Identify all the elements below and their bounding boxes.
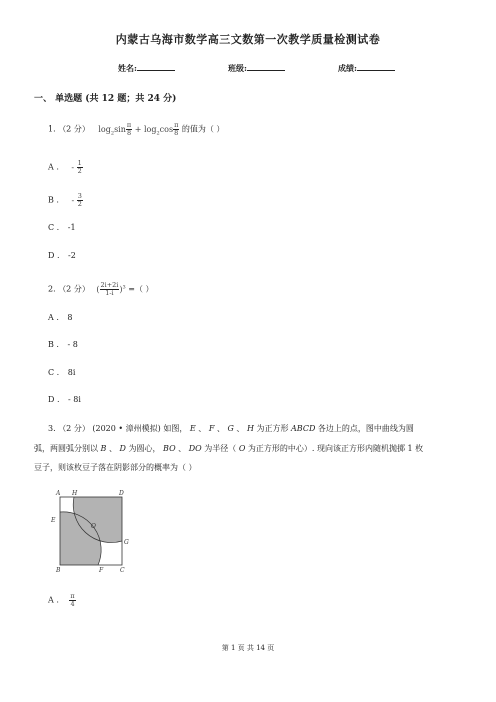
q3-option-a[interactable]: [48, 593, 76, 608]
q1-option-c[interactable]: [48, 223, 76, 232]
q3-radius-bo: BO: [163, 444, 176, 453]
q3-number: 3.: [48, 424, 56, 433]
page-footer: 第 1 页 共 14 页: [221, 644, 275, 652]
class-label: 班级:: [228, 63, 247, 73]
q3-line2-b: 为圆心，: [128, 444, 161, 453]
name-blank: [137, 62, 175, 71]
square-figure: [50, 488, 135, 573]
label-a: A: [56, 490, 61, 497]
q1-option-b[interactable]: [48, 193, 83, 208]
q1-score: （2 分）: [58, 124, 90, 134]
class-blank: [247, 62, 285, 71]
q3-point-f: F: [208, 424, 215, 433]
q1-option-b-label: B .: [48, 195, 59, 205]
q1-option-d[interactable]: [48, 251, 76, 260]
q2-option-b-value: - 8: [67, 340, 78, 349]
q3-line2-a: 弧，两圆弧分别以: [34, 444, 98, 453]
label-g: G: [124, 539, 129, 546]
q2-option-a-label: A .: [48, 313, 59, 322]
question-3-line-1: 3. （2 分） (2020 • 漳州模拟) 如图， E 、 F 、 G 、 H 为正方形 ABCD 各边上的点，图中曲线为圆: [48, 424, 414, 433]
score-field: [338, 62, 395, 74]
q2-option-c-value: 8i: [67, 368, 76, 377]
q2-option-a[interactable]: [48, 313, 73, 322]
q1-option-a-label: A .: [48, 162, 59, 172]
q3-square-abcd: ABCD: [291, 424, 316, 433]
label-f: F: [99, 567, 104, 573]
q3-line1-b: 为正方形: [256, 424, 289, 433]
q1-option-a-value: - $\frac{1}{2}$: [71, 159, 82, 175]
question-1: [48, 122, 224, 137]
label-h: H: [72, 490, 78, 497]
label-b: B: [56, 567, 61, 573]
q1-option-c-value: -1: [67, 223, 76, 232]
class-field: [228, 62, 285, 74]
name-label: 姓名:: [118, 63, 137, 73]
question-3-line-3: 豆子，则该枚豆子落在阴影部分的概率为（ ）: [34, 463, 197, 472]
q3-line2-c: 为半径（: [204, 444, 237, 453]
q1-option-c-label: C .: [48, 223, 60, 232]
name-field: [118, 62, 175, 74]
q1-tail: 的值为（ ）: [181, 124, 225, 134]
label-d: D: [119, 490, 124, 497]
q3-line2-d: 为正方形的中心）. 现向该正方形内随机抛掷 1 枚: [247, 444, 424, 453]
q1-option-a[interactable]: [48, 160, 83, 175]
q1-formula: $\log_2\sin$ $\frac{\pi}{8}$ + $\log_2\cos$ $\frac{\pi}{8}$: [98, 121, 179, 137]
q3-point-g: G: [227, 424, 234, 433]
q2-option-b-label: B .: [48, 340, 59, 349]
page-title: 内蒙古乌海市数学高三文数第一次教学质量检测试卷: [115, 33, 381, 46]
q3-center-o: O: [238, 444, 246, 453]
q2-option-d-label: D .: [48, 395, 60, 404]
q1-option-d-label: D .: [48, 251, 60, 260]
score-blank: [357, 62, 395, 71]
q2-option-a-value: 8: [67, 313, 73, 322]
q2-option-c[interactable]: [48, 368, 75, 377]
q3-option-a-label: A .: [48, 595, 59, 605]
q3-score: （2 分）: [58, 424, 90, 433]
q3-source: (2020 • 漳州模拟): [92, 424, 161, 433]
question-2: [48, 282, 153, 297]
q3-center-b: B: [100, 444, 107, 453]
q3-option-a-value: $\frac{\pi}{4}$: [70, 592, 75, 608]
q3-line1-a: 如图，: [163, 424, 188, 433]
q2-tail: =（ ）: [128, 284, 154, 294]
q3-center-d: D: [119, 444, 126, 453]
label-o: O: [91, 523, 96, 530]
q3-point-h: H: [246, 424, 254, 433]
q3-points-efgh: E: [189, 424, 196, 433]
q2-option-d[interactable]: [48, 395, 81, 404]
q2-score: （2 分）: [58, 284, 90, 294]
q2-option-c-label: C .: [48, 368, 60, 377]
question-3-line-2: 弧，两圆弧分别以 B 、 D 为圆心， BO 、 DO 为半径（ O 为正方形的中心）. 现向该正方形内随机抛掷 1 枚: [34, 444, 424, 453]
q2-option-b[interactable]: [48, 340, 78, 349]
label-e: E: [51, 517, 56, 524]
q1-option-b-value: - $\frac{3}{2}$: [71, 192, 82, 208]
q2-option-d-value: - 8i: [68, 395, 81, 404]
q3-line1-c: 各边上的点，图中曲线为圆: [317, 424, 414, 433]
section-header: 一、 单选题 (共 12 题；共 24 分): [34, 94, 177, 104]
q3-radius-do: DO: [188, 444, 202, 453]
q2-formula: ( $\frac{2i+2i}{1-i}$ )$^3$: [96, 281, 126, 297]
q2-number: 2.: [48, 284, 56, 294]
q1-number: 1.: [48, 124, 56, 134]
label-c: C: [120, 567, 125, 573]
score-label: 成绩:: [338, 63, 357, 73]
q1-option-d-value: -2: [68, 251, 76, 260]
